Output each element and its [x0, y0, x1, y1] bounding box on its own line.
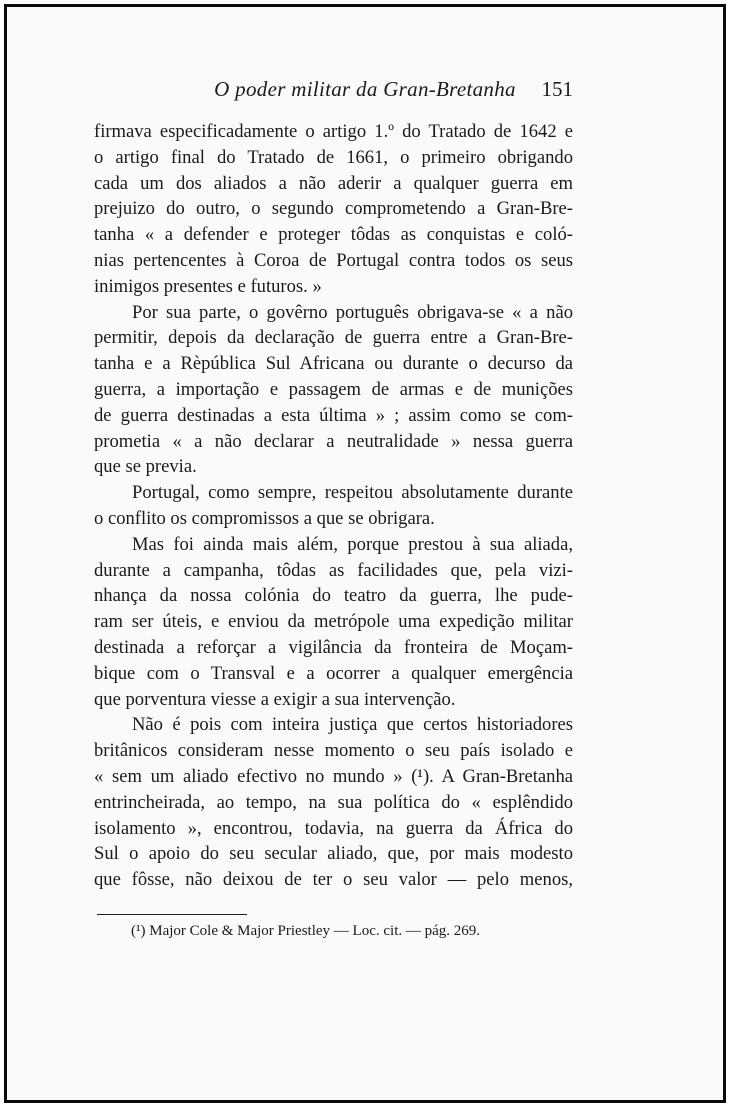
text-line: entrincheirada, ao tempo, na sua política do « esplêndido [94, 791, 573, 813]
text-line: que porventura viesse a exigir a sua intervenção. [94, 688, 456, 710]
text-line: bique com o Transval e a ocorrer a qualquer emergência [94, 662, 573, 684]
text-line: o artigo final do Tratado de 1661, o primeiro obrigando [94, 146, 573, 168]
text-line: inimigos presentes e futuros. » [94, 275, 322, 297]
text-line: destinada a reforçar a vigilância da fronteira de Moçam- [94, 636, 573, 658]
page-header [7, 77, 723, 107]
text-line: isolamento », encontrou, todavia, na guerra da África do [94, 817, 573, 839]
text-line: nias pertencentes à Coroa de Portugal contra todos os seus [94, 249, 573, 271]
text-line: britânicos consideram nesse momento o seu país isolado e [94, 740, 573, 762]
text-line: guerra, a importação e passagem de armas e de munições [94, 378, 573, 400]
text-line: Por sua parte, o govêrno português obrigava-se « a não [132, 301, 573, 323]
text-line: permitir, depois da declaração de guerra entre a Gran-Bre- [94, 327, 573, 349]
running-title: O poder militar da Gran-Bretanha [214, 77, 516, 101]
text-line: Sul o apoio do seu secular aliado, que, por mais modesto [94, 843, 573, 865]
text-line: tanha « a defender e proteger tôdas as conquistas e coló- [94, 224, 573, 246]
text-line: durante a campanha, tôdas as facilidades que, pela vizi- [94, 559, 573, 581]
text-line: prometia « a não declarar a neutralidade » nessa guerra [94, 430, 573, 452]
text-line: cada um dos aliados a não aderir a qualquer guerra em [94, 172, 573, 194]
text-line: prejuizo do outro, o segundo comprometendo a Gran-Bre- [94, 198, 573, 220]
page-number: 151 [541, 77, 573, 101]
text-line: Mas foi ainda mais além, porque prestou à sua aliada, [132, 533, 573, 555]
text-line: tanha e a Rèpública Sul Africana ou durante o decurso da [94, 353, 573, 375]
body-text [94, 119, 573, 893]
footnote: (¹) Major Cole & Major Priestley — Loc. cit. — pág. 269. [131, 923, 481, 939]
text-line: Não é pois com inteira justiça que certos historiadores [132, 714, 573, 736]
book-page [4, 4, 726, 1103]
text-line: de guerra destinadas a esta última » ; assim como se com- [94, 404, 573, 426]
text-line: firmava especificadamente o artigo 1.º do Tratado de 1642 e [94, 121, 573, 142]
text-line: ram ser úteis, e enviou da metrópole uma expedição militar [94, 611, 573, 633]
text-line: que se previa. [94, 456, 197, 478]
text-line: nhança da nossa colónia do teatro da guerra, lhe pude- [94, 585, 573, 607]
text-line: o conflito os compromissos a que se obrigara. [94, 507, 435, 529]
text-line: Portugal, como sempre, respeitou absolutamente durante [132, 482, 573, 504]
text-line: « sem um aliado efectivo no mundo » (¹). A Gran-Bretanha [94, 765, 573, 787]
text-line: que fôsse, não deixou de ter o seu valor — pelo menos, [94, 869, 573, 891]
footnote-divider [97, 914, 247, 915]
